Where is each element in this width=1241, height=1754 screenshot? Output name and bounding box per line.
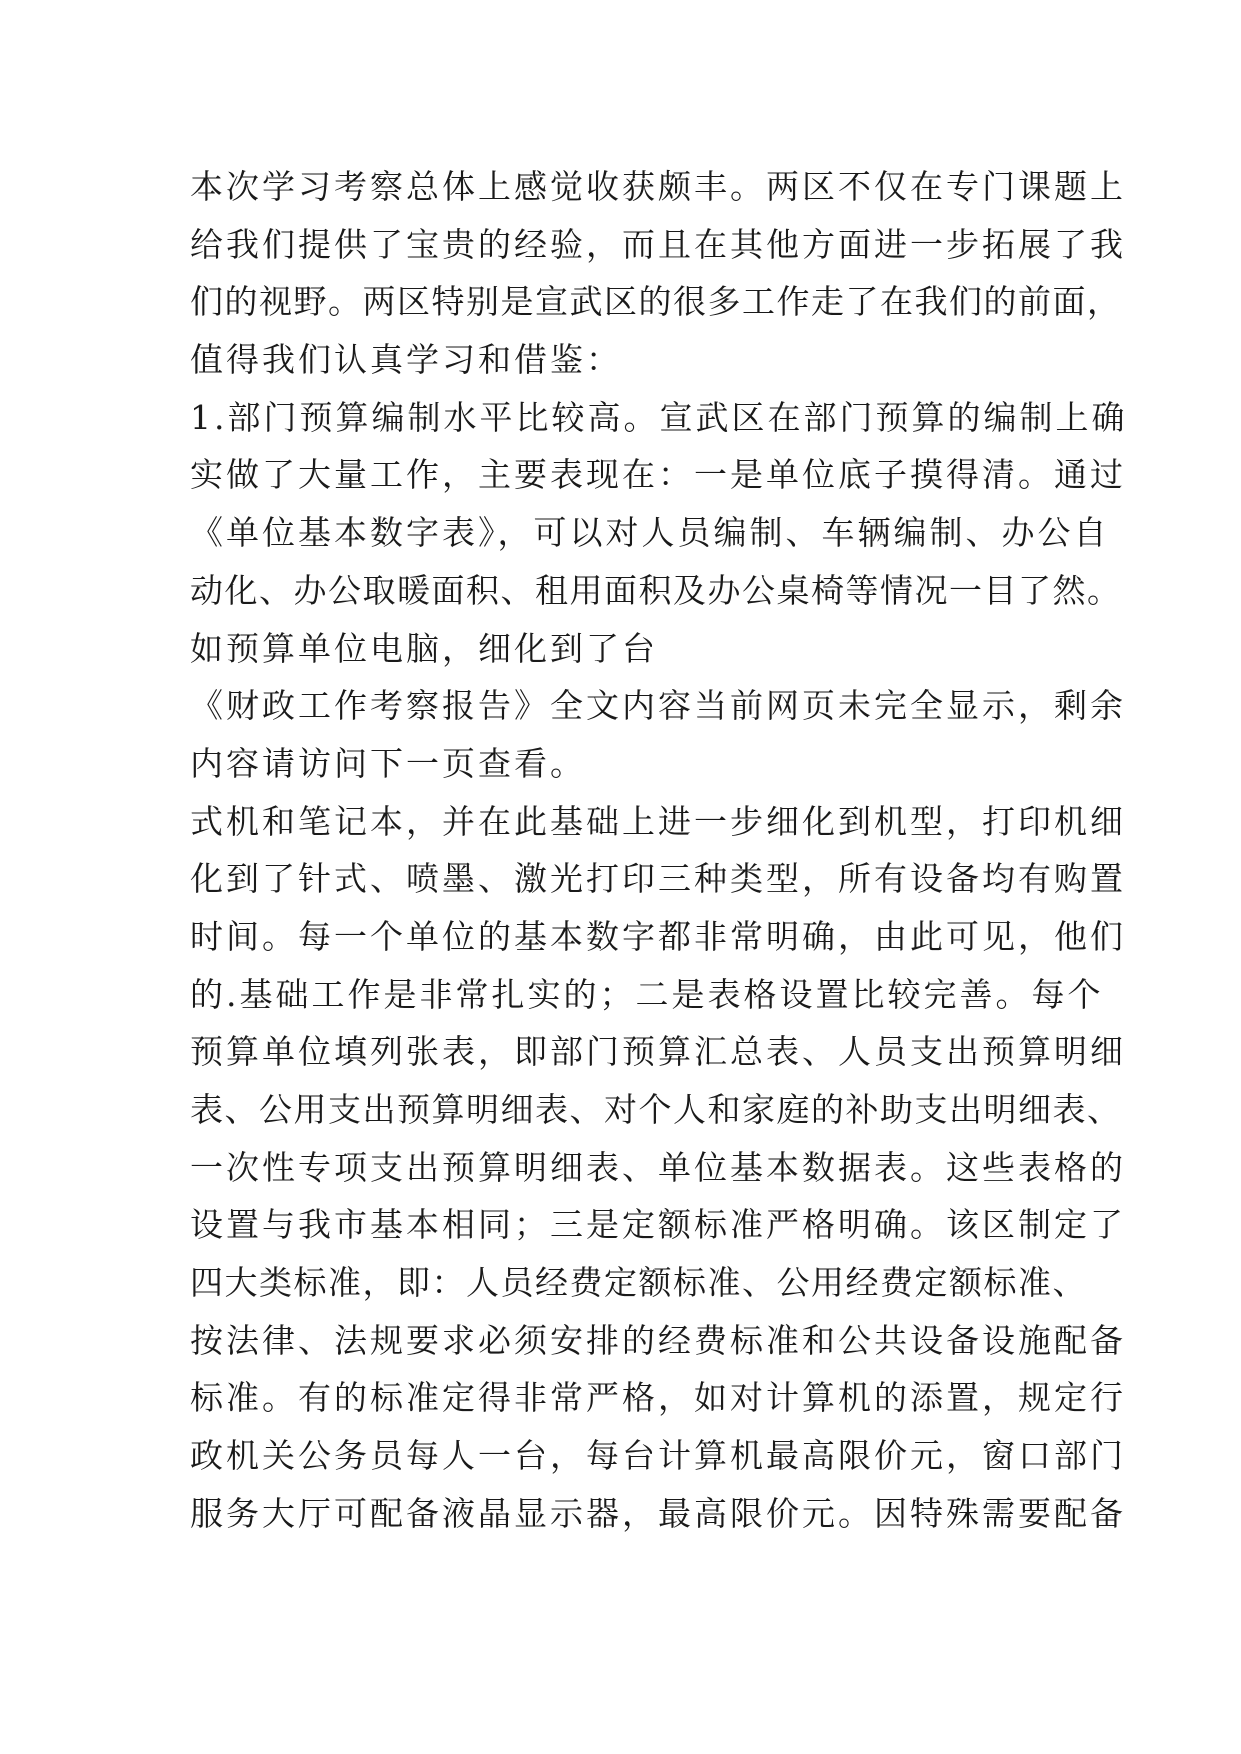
text-line: 式机和笔记本，并在此基础上进一步细化到机型，打印机细 [190, 801, 1126, 841]
text-line: 设置与我市基本相同；三是定额标准严格明确。该区制定了 [190, 1205, 1126, 1245]
text-line: 化到了针式、喷墨、激光打印三种类型，所有设备均有购置 [190, 859, 1126, 899]
text-line: 的.基础工作是非常扎实的；二是表格设置比较完善。每个 [190, 974, 1104, 1014]
text-line: 按法律、法规要求必须安排的经费标准和公共设备设施配备 [190, 1320, 1126, 1360]
text-line: 四大类标准，即：人员经费定额标准、公用经费定额标准、 [190, 1263, 1087, 1303]
text-line: 给我们提供了宝贵的经验，而且在其他方面进一步拓展了我 [190, 224, 1126, 264]
truncation-notice-line: 内容请访问下一页查看。 [190, 743, 586, 783]
text-line: 如预算单位电脑，细化到了台 [190, 628, 658, 668]
text-line: 时间。每一个单位的基本数字都非常明确，由此可见，他们 [190, 916, 1126, 956]
text-line: 本次学习考察总体上感觉收获颇丰。两区不仅在专门课题上 [190, 167, 1126, 206]
text-line: 们的视野。两区特别是宣武区的很多工作走了在我们的前面， [190, 282, 1122, 322]
text-line: 服务大厅可配备液晶显示器，最高限价元。因特殊需要配备 [190, 1493, 1126, 1533]
text-line: 预算单位填列张表，即部门预算汇总表、人员支出预算明细 [190, 1032, 1126, 1072]
text-line: 一次性专项支出预算明细表、单位基本数据表。这些表格的 [190, 1147, 1126, 1187]
text-line: 《单位基本数字表》，可以对人员编制、车辆编制、办公自 [190, 513, 1110, 553]
text-line: 表、公用支出预算明细表、对个人和家庭的补助支出明细表、 [190, 1090, 1122, 1129]
body-text [190, 158, 1128, 1543]
text-line: 值得我们认真学习和借鉴： [190, 340, 622, 380]
text-line: 实做了大量工作，主要表现在：一是单位底子摸得清。通过 [190, 455, 1126, 495]
text-line: 政机关公务员每人一台，每台计算机最高限价元，窗口部门 [190, 1436, 1126, 1476]
text-line: 动化、办公取暖面积、租用面积及办公桌椅等情况一目了然。 [190, 570, 1122, 610]
truncation-notice-line: 《财政工作考察报告》全文内容当前网页未完全显示，剩余 [190, 686, 1126, 726]
text-line: 标准。有的标准定得非常严格，如对计算机的添置，规定行 [190, 1378, 1126, 1418]
text-line: 1.部门预算编制水平比较高。宣武区在部门预算的编制上确 [190, 397, 1128, 437]
